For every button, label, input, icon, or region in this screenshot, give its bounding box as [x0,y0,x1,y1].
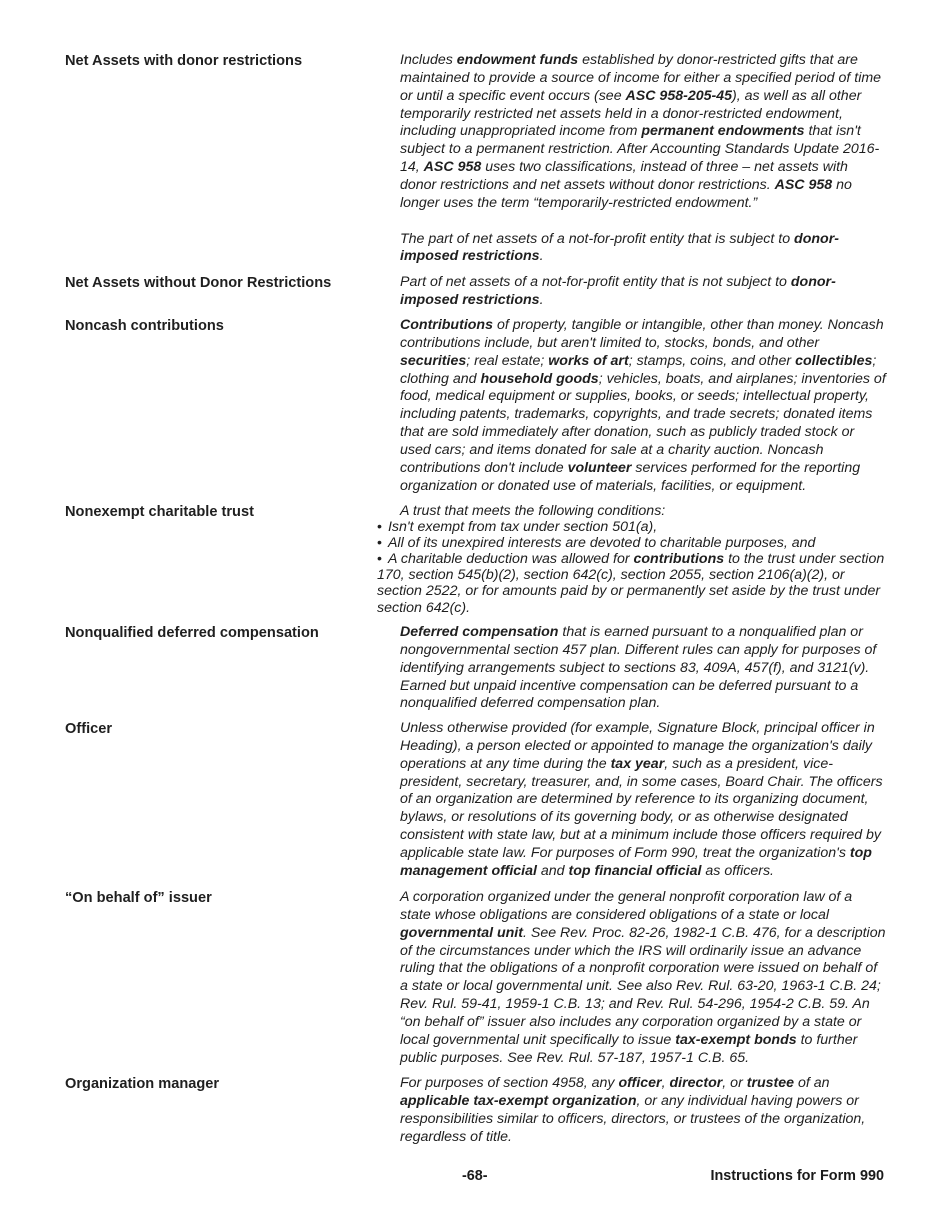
bullet-item [377,535,887,551]
glossary-definition [377,503,887,616]
bullet-text: Isn't exempt from tax under section 501(a), [387,519,658,536]
emphasized-term: collectibles [795,352,873,369]
emphasized-term: ASC 958-205-45 [625,87,732,104]
glossary-term: Nonexempt charitable trust [65,504,254,520]
emphasized-term: endowment funds [456,52,579,68]
emphasized-term: Deferred compensation [400,624,559,640]
emphasized-term: permanent endowments [641,123,805,140]
glossary-definition [400,274,886,310]
emphasized-term: donor-imposed restrictions [400,274,836,308]
glossary-term: “On behalf of” issuer [65,890,212,906]
glossary-definition [400,720,886,881]
glossary-definition [400,624,886,713]
glossary-definition [400,1075,886,1146]
glossary-term: Net Assets with donor restrictions [65,53,303,69]
glossary-term: Nonqualified deferred compensation [65,625,319,641]
emphasized-term: ASC 958 [423,159,482,176]
emphasized-term: ASC 958 [774,176,833,193]
definition-paragraph: Part of net assets of a not-for-profit entity that is not subject to donor-imposed restrictions. [400,274,836,308]
emphasized-term: top financial official [568,862,702,879]
emphasized-term: donor-imposed restrictions [400,230,839,265]
definition-paragraph: Contributions of property, tangible or intangible, other than money. Noncash contributions include, but aren't limited to, stocks, bonds, and other securities; real estate; works of art; stamps, coins, and other collectibles; clothing and household goods; vehicles, boats, and airplanes; inventories of food, medical equipment or supplies, books, or seeds; intellectual property, including patents, trademarks, copyrights, and trade secrets; donated items that are sold immediately after donation, such as publicly traded stock or used cars; and items donated for sale at a charity auction. Noncash contributions don't include volunteer services performed for the reporting organization or donated use of materials, facilities, or equipment. [400,317,886,494]
emphasized-term: contributions [633,551,725,568]
bullet-text: All of its unexpired interests are devoted to charitable purposes, and [387,535,816,552]
definition-paragraph: The part of net assets of a not-for-profit entity that is subject to donor-imposed restrictions. [400,230,839,265]
bullet-item [377,519,887,535]
emphasized-term: officer [618,1075,662,1091]
definition-paragraph: A corporation organized under the general nonprofit corporation law of a state whose obligations are considered obligations of a state or local governmental unit. See Rev. Proc. 82-26, 1982-1 C.B. 476, for a description of the circumstances under which the IRS will ordinarily issue an advance ruling that the obligations of a nonprofit corporation were issued on behalf of a state or local governmental unit. See also Rev. Rul. 63-20, 1963-1 C.B. 24; Rev. Rul. 59-41, 1959-1 C.B. 13; and Rev. Rul. 54-296, 1954-2 C.B. 59. An “on behalf of” issuer also includes any corporation organized by a state or local governmental unit specifically to issue tax-exempt bonds to further public purposes. See Rev. Rul. 57-187, 1957-1 C.B. 65. [400,889,886,1066]
glossary-term: Organization manager [65,1076,220,1092]
document-title: Instructions for Form 990 [710,1168,884,1184]
emphasized-term: applicable tax-exempt organization [400,1092,637,1109]
emphasized-term: works of art [548,352,629,369]
emphasized-term: director [669,1075,723,1091]
emphasized-term: household goods [480,370,599,387]
glossary-term: Noncash contributions [65,318,224,334]
glossary-definition [400,889,886,1067]
definition-intro: A trust that meets the following conditions: [400,503,666,519]
bullet-item [377,551,887,615]
emphasized-term: top management official [400,844,872,879]
bullet-icon: • [377,535,382,552]
bullet-icon: • [377,551,382,568]
definition-paragraph: Unless otherwise provided (for example, Signature Block, principal officer in Heading), a person elected or appointed to manage the organization's daily operations at any time during the tax year, such as a president, vice-president, secretary, treasurer, and, in some cases, Board Chair. The officers of an organization are determined by reference to its organizing document, bylaws, or resolutions of its governing body, or as otherwise designated consistent with state law, but at a minimum include those officers required by applicable state law. For purposes of Form 990, treat the organization's top management official and top financial official as officers. [400,720,883,879]
glossary-term: Net Assets without Donor Restrictions [65,275,332,291]
definition-paragraph: For purposes of section 4958, any officer, director, or trustee of an applicable tax-exempt organization, or any individual having powers or responsibilities similar to officers, directors, or trustees of the organization, regardless of title. [400,1075,866,1145]
emphasized-term: trustee [746,1075,795,1091]
page-number: -68- [462,1168,488,1184]
emphasized-term: tax year [610,755,665,772]
glossary-definition [400,52,886,266]
bullet-text: A charitable deduction was allowed for contributions to the trust under section 170, section 545(b)(2), section 642(c), section 2055, section 2106(a)(2), or section 2522, or for amounts paid by or permanently set aside by the trust under section 642(c). [377,551,885,616]
emphasized-term: governmental unit [400,924,523,941]
definition-paragraph: Deferred compensation that is earned pursuant to a nonqualified plan or nongovernmental section 457 plan. Different rules can apply for purposes of identifying arrangements subject to sections 83, 409A, 457(f), and 3121(v). Earned but unpaid incentive compensation can be deferred pursuant to a nonqualified deferred compensation plan. [400,624,877,712]
definition-paragraph: Includes endowment funds established by donor-restricted gifts that are maintained to provide a source of income for either a specified period of time or until a specific event occurs (see ASC 958-205-45), as well as all other temporarily restricted net assets held in a donor-restricted endowment, including unappropriated income from permanent endowments that isn't subject to a permanent restriction. After Accounting Standards Update 2016-14, ASC 958 uses two classifications, instead of three – net assets with donor restrictions and net assets without donor restrictions. ASC 958 no longer uses the term “temporarily-restricted endowment.” [400,52,882,211]
emphasized-term: tax-exempt bonds [675,1031,797,1048]
emphasized-term: volunteer [567,459,632,476]
emphasized-term: Contributions [400,317,493,333]
bullet-icon: • [377,519,382,536]
glossary-term: Officer [65,721,113,737]
glossary-definition [400,317,886,495]
emphasized-term: securities [400,352,467,369]
